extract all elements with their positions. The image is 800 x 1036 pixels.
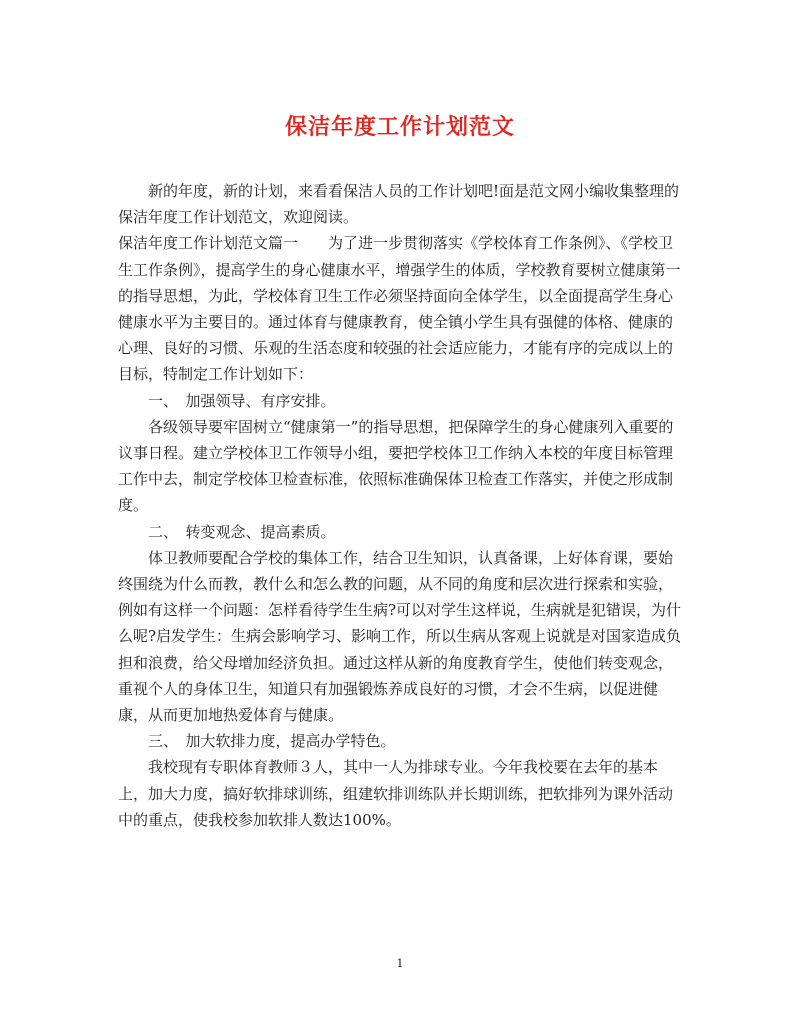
document-title: 保洁年度工作计划范文 (284, 114, 515, 140)
section-heading-2: 二、 转变观念、提高素质。 (148, 522, 336, 541)
document-body (118, 178, 684, 833)
page-number: 1 (396, 957, 404, 970)
paragraph-2: 体卫教师要配合学校的集体工作，结合卫生知识，认真备课，上好体育课，要始终围绕为什么而教，教什么和怎么教的问题，从不同的角度和层次进行探索和实验，例如有这样一个问题：怎样看待学生生病?可以对学生这样说，生病就是犯错误，为什么呢?启发学生：生病会影响学习、影响工作，所以生病从客观上说就是对国家造成负担和浪费，给父母增加经济负担。通过这样从新的角度教育学生，使他们转变观念，重视个人的身体卫生，知道只有加强锻炼养成良好的习惯，才会不生病，以促进健康，从而更加地热爱体育与健康。 (118, 548, 682, 725)
section-heading-1: 一、 加强领导、有序安排。 (148, 391, 336, 410)
section-heading-3: 三、 加大软排力度，提高办学特色。 (148, 732, 396, 751)
paragraph-3: 我校现有专职体育教师３人，其中一人为排球专业。今年我校要在去年的基本上，加大力度，搞好软排球训练，组建软排训练队并长期训练，把软排列为课外活动中的重点，使我校参加软排人数达100%。 (118, 758, 674, 829)
intro-paragraph: 新的年度，新的计划，来看看保洁人员的工作计划吧!面是范文网小编收集整理的保洁年度工作计划范文，欢迎阅读。 (118, 182, 680, 227)
paragraph-1: 各级领导要牢固树立“健康第一”的指导思想，把保障学生的身心健康列入重要的议事日程。建立学校体卫工作领导小组，要把学校体卫工作纳入本校的年度目标管理工作中去，制定学校体卫检查标准，依照标准确保体卫检查工作落实，并使之形成制度。 (118, 417, 674, 515)
section-intro-paragraph: 保洁年度工作计划范文篇一 为了进一步贯彻落实《学校体育工作条例》、《学校卫生工作条例》，提高学生的身心健康水平，增强学生的体质，学校教育要树立健康第一的指导思想，为此，学校体育卫生工作必须坚持面向全体学生，以全面提高学生身心健康水平为主要目的。通过体育与健康教育，使全镇小学生具有强健的体格、健康的心理、良好的习惯、乐观的生活态度和较强的社会适应能力，才能有序的完成以上的目标，特制定工作计划如下： (118, 234, 681, 384)
